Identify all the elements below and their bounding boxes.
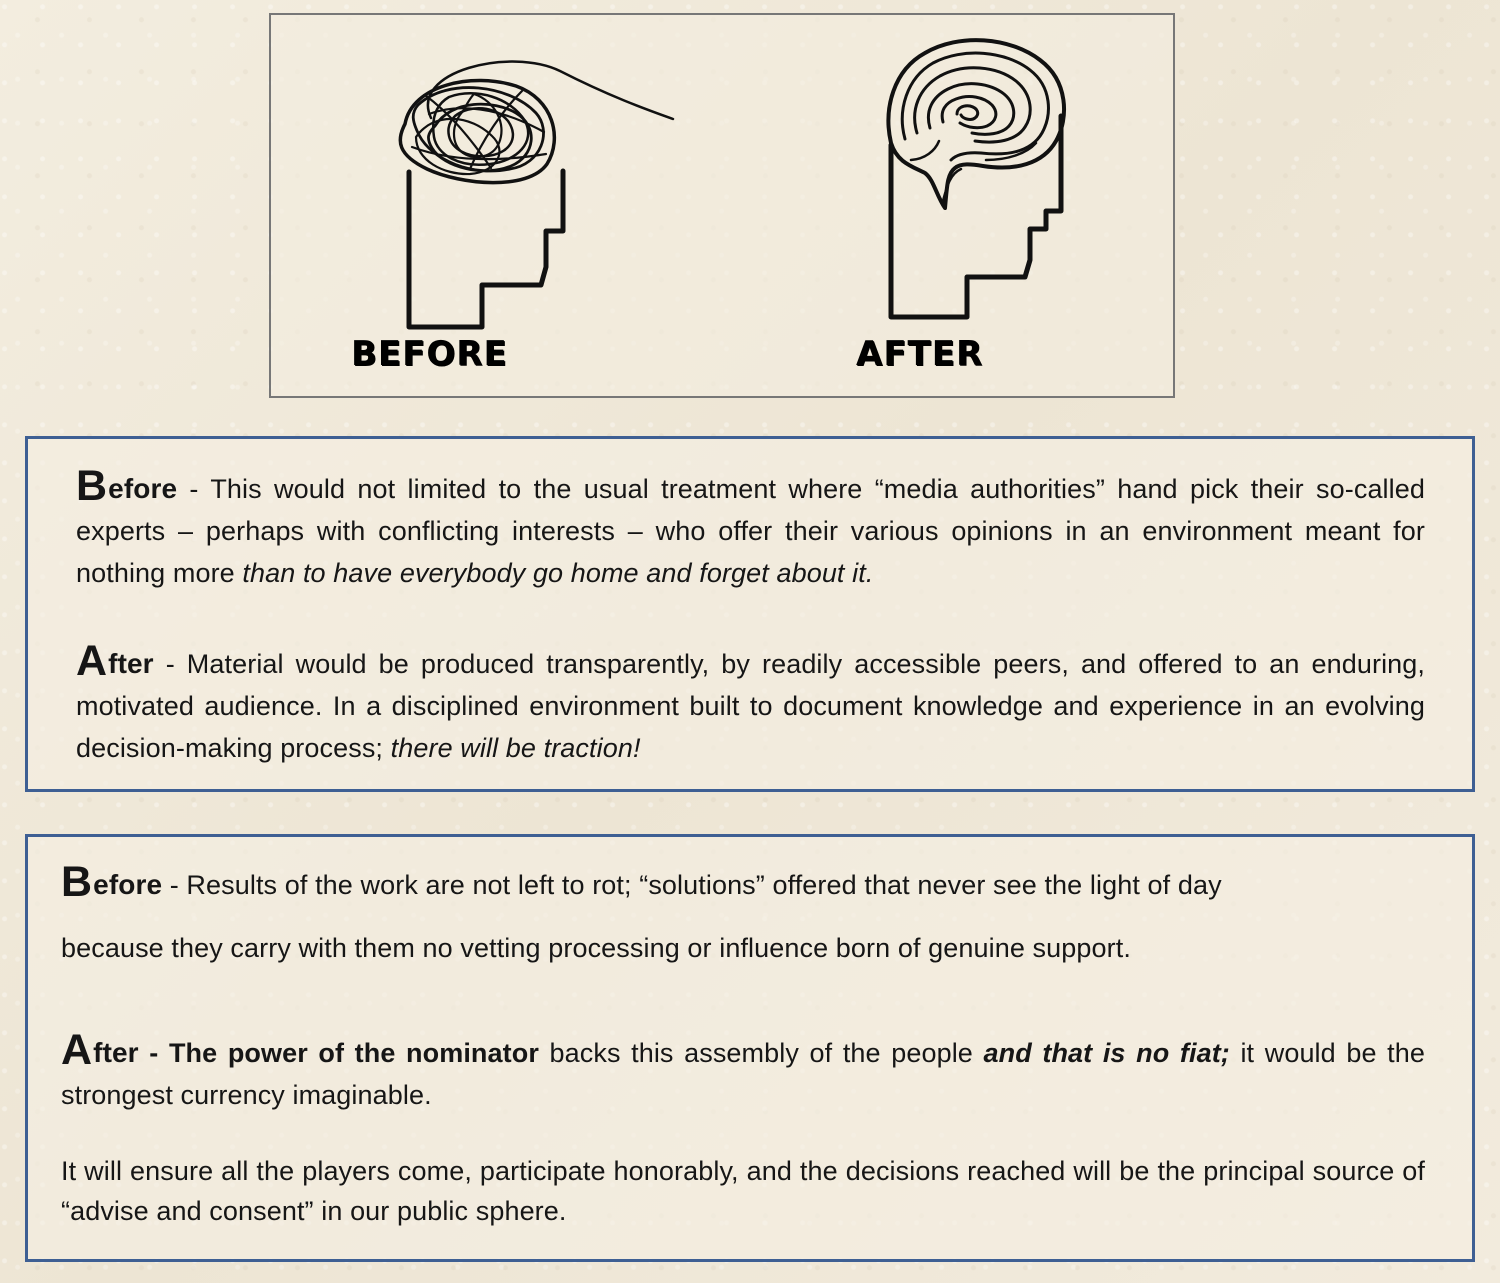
closing-paragraph <box>61 1151 1425 1231</box>
before-label: Before <box>61 858 163 906</box>
closing-text: It will ensure all the players come, participate honorably, and the decisions reached will be the principal source of “advise and consent” in our public sphere. <box>61 1156 1425 1226</box>
tangled-head-icon <box>400 62 673 327</box>
after-label: After <box>61 1026 139 1074</box>
before-after-illustration <box>269 13 1175 398</box>
paragraph-text: This would not limited to the usual treatment where “media authorities” hand pick their so-called experts – perhaps with conflicting interests – who offer their various opinions in an environment meant for nothing more <box>76 474 1425 588</box>
after-paragraph-2 <box>61 1027 1425 1116</box>
bold-phrase: The power of the nominator <box>168 1038 539 1068</box>
before-paragraph-2-line-2 <box>61 928 1425 968</box>
before-paragraph-1 <box>76 463 1425 594</box>
before-label: Before <box>76 462 178 510</box>
paragraph-text: backs this assembly of the people <box>538 1038 984 1068</box>
organized-brain-icon <box>888 40 1064 317</box>
paragraph-text: it would be the strongest currency imaginable. <box>61 1038 1425 1110</box>
after-caption: AFTER <box>856 334 984 374</box>
after-paragraph-1 <box>76 638 1425 769</box>
paragraph-text: Material would be produced transparently, by readily accessible peers, and offered to an enduring, motivated audience. In a disciplined environment built to document knowledge and experience in an evolving decision-making process; <box>76 649 1426 763</box>
paragraph-text: because they carry with them no vetting processing or influence born of genuine support. <box>61 933 1131 963</box>
separator: - <box>138 1038 169 1068</box>
separator: - <box>162 870 187 900</box>
before-caption: BEFORE <box>351 334 508 374</box>
before-after-panel-1 <box>25 436 1475 792</box>
emphasis-text: there will be traction! <box>390 733 641 763</box>
before-paragraph-2-line-1 <box>61 859 1425 906</box>
after-label: After <box>76 637 154 685</box>
paragraph-text: Results of the work are not left to rot; “solutions” offered that never see the light of day <box>186 870 1222 900</box>
separator: - <box>177 474 211 504</box>
emphasis-text: than to have everybody go home and forget about it. <box>242 558 874 588</box>
bold-italic-phrase: and that is no fiat; <box>983 1038 1230 1068</box>
separator: - <box>153 649 187 679</box>
before-after-panel-2 <box>25 834 1475 1262</box>
